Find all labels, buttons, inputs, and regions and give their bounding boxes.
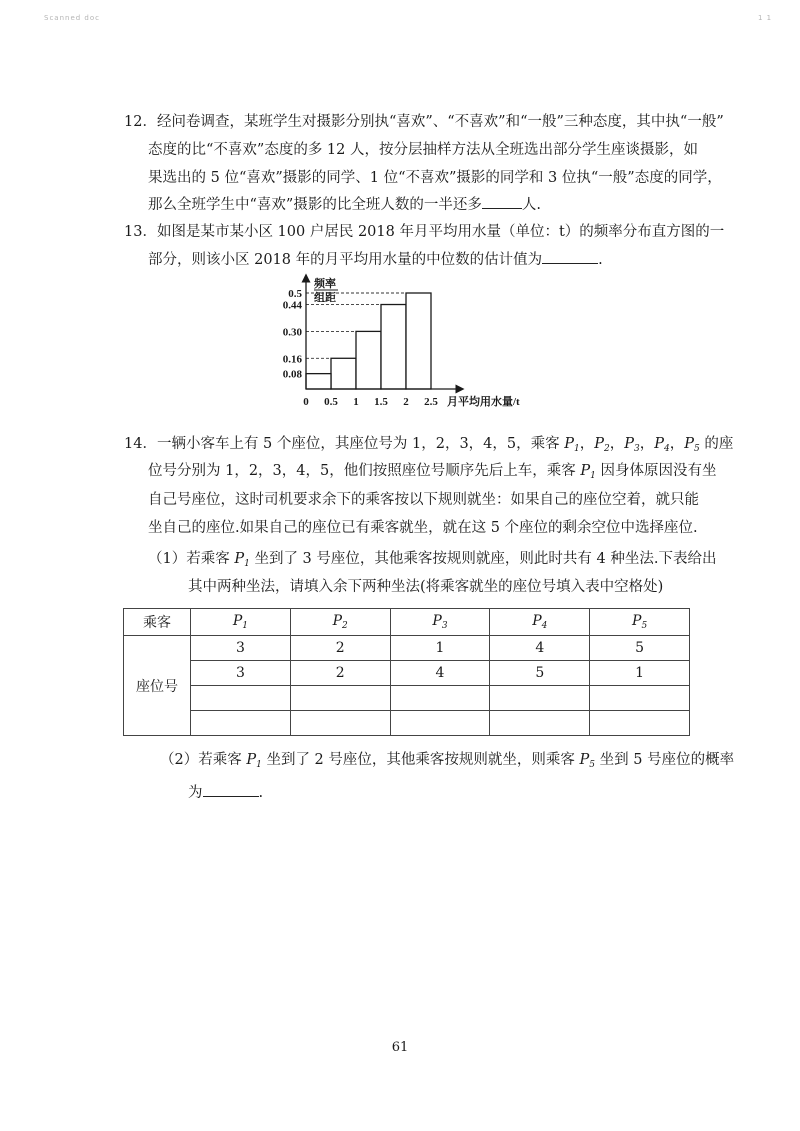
answer-cell[interactable] <box>191 686 291 711</box>
passenger-symbol-p1: $P_1$ <box>246 752 262 770</box>
passenger-symbol-p5: $P_5$ <box>579 752 596 770</box>
answer-cell[interactable] <box>191 711 291 736</box>
table-row <box>124 711 690 736</box>
passenger-symbol-p3: $P_3$ <box>624 436 640 454</box>
q14-part-2-line-1: （2）若乘客 $P_1$ 坐到了 2 号座位，其他乘客按规则就坐，则乘客 $P_5$ 坐到 5 号座位的概率 <box>160 752 735 770</box>
histogram-bar <box>331 358 356 389</box>
q13-line-1: 13．如图是某市某小区 100 户居民 2018 年月平均用水量（单位：t）的频率分布直方图的一 <box>124 224 725 240</box>
answer-cell[interactable] <box>590 711 690 736</box>
passenger-symbol-p2: $P_2$ <box>594 436 610 454</box>
q12-line-4-text: 那么全班学生中“喜欢”摄影的比全班人数的一半还多 <box>148 197 482 213</box>
q12-line-2: 态度的比“不喜欢”态度的多 12 人，按分层抽样方法从全班选出部分学生座谈摄影，如 <box>148 142 698 158</box>
q12-line-3: 果选出的 5 位“喜欢”摄影的同学、1 位“不喜欢”摄影的同学和 3 位执“一般”态度的同学， <box>148 170 722 186</box>
y-tick-label: 0.5 <box>288 288 302 300</box>
table-cell: 1 <box>390 636 490 661</box>
page-number: 61 <box>391 1040 409 1055</box>
answer-cell[interactable] <box>390 686 490 711</box>
table-cell: 3 <box>191 636 291 661</box>
answer-blank-q12[interactable] <box>482 194 522 209</box>
table-cell: 4 <box>390 661 490 686</box>
histogram-bar <box>406 293 431 389</box>
passenger-symbol-p1: $P_1$ <box>234 551 250 569</box>
frequency-histogram <box>272 272 552 420</box>
q14-line-1: 14．一辆小客车上有 5 个座位，其座位号为 1，2，3，4，5，乘客 $P_1$，$P_2$，$P_3$，$P_4$，$P_5$ 的座 <box>124 436 734 454</box>
passenger-symbol-p4: $P_4$ <box>654 436 670 454</box>
q14-line-1-text: 14．一辆小客车上有 5 个座位，其座位号为 1，2，3，4，5，乘客 <box>124 436 565 452</box>
q13-line-2-text: 部分，则该小区 2018 年的月平均用水量的中位数的估计值为 <box>148 252 543 268</box>
x-axis-label: 月平均用水量/t <box>447 396 520 408</box>
histogram-bar <box>356 331 381 389</box>
q14-part-2-line-2: 为 . <box>188 782 263 803</box>
seat-table-header-p5: $P_5$ <box>590 609 690 636</box>
q14-part-1-line-2: 其中两种坐法，请填入余下两种坐法(将乘客就坐的座位号填入表中空格处) <box>188 579 664 595</box>
seat-table-header-p2: $P_2$ <box>290 609 390 636</box>
table-cell: 5 <box>490 661 590 686</box>
y-axis-label-top: 频率 <box>314 278 336 290</box>
answer-cell[interactable] <box>590 686 690 711</box>
seat-table-header-p1: $P_1$ <box>191 609 291 636</box>
answer-cell[interactable] <box>490 686 590 711</box>
q12-line-1: 12．经问卷调查，某班学生对摄影分别执“喜欢”、“不喜欢”和“一般”三种态度，其中执“一般” <box>124 114 724 130</box>
seat-table-row-label: 座位号 <box>124 636 191 736</box>
q14-part-1-line-1: （1）若乘客 $P_1$ 坐到了 3 号座位，其他乘客按规则就座，则此时共有 4 种坐法.下表给出 <box>148 551 717 569</box>
x-tick-label: 1 <box>353 396 359 408</box>
q13-line-2 <box>148 249 603 270</box>
table-cell: 4 <box>490 636 590 661</box>
answer-cell[interactable] <box>490 711 590 736</box>
table-cell: 2 <box>290 661 390 686</box>
x-tick-label: 0.5 <box>324 396 338 408</box>
x-tick-label: 2.5 <box>424 396 438 408</box>
q14-line-2-text: 位号分别为 1，2，3，4，5，他们按照座位号顺序先后上车，乘客 <box>148 463 581 479</box>
table-row <box>124 636 690 661</box>
passenger-symbol-p1: $P_1$ <box>580 463 596 481</box>
table-cell: 5 <box>590 636 690 661</box>
q14-line-2 <box>148 461 716 486</box>
x-tick-label: 2 <box>403 396 409 408</box>
q13-suffix: . <box>598 252 603 268</box>
seat-table-header-label: 乘客 <box>124 609 191 636</box>
table-row <box>124 686 690 711</box>
table-cell: 1 <box>590 661 690 686</box>
q12-line-4 <box>148 194 541 215</box>
passenger-symbol-p1: $P_1$ <box>564 436 580 454</box>
answer-cell[interactable] <box>290 686 390 711</box>
y-tick-label: 0.30 <box>282 326 302 339</box>
q14-line-1-tail: 的座 <box>699 436 734 452</box>
q14-line-3: 自己号座位，这时司机要求余下的乘客按以下规则就坐：如果自己的座位空着，就只能 <box>148 492 699 508</box>
answer-blank-q14-part-2[interactable] <box>203 782 259 797</box>
passenger-symbol-p5: $P_5$ <box>684 436 700 454</box>
seat-table-header-p4: $P_4$ <box>490 609 590 636</box>
answer-cell[interactable] <box>290 711 390 736</box>
seat-table-header-row <box>124 609 690 636</box>
seat-table <box>123 608 690 736</box>
table-cell: 2 <box>290 636 390 661</box>
y-tick-label: 0.44 <box>282 299 302 312</box>
answer-blank-q13[interactable] <box>542 249 598 264</box>
scan-mark-right: 1 1 <box>758 14 773 22</box>
seat-table-header-p3: $P_3$ <box>390 609 490 636</box>
q14-line-4: 坐自己的座位.如果自己的座位已有乘客就坐，就在这 5 个座位的剩余空位中选择座位. <box>148 520 698 536</box>
x-tick-label: 1.5 <box>374 396 388 408</box>
table-row <box>124 661 690 686</box>
table-cell: 3 <box>191 661 291 686</box>
histogram-bar <box>381 305 406 389</box>
q14-line-2-tail: 因身体原因没有坐 <box>595 463 717 479</box>
y-axis-label-bottom: 组距 <box>314 292 336 304</box>
y-tick-label: 0.16 <box>282 353 302 366</box>
y-tick-label: 0.08 <box>282 368 302 381</box>
scan-mark-left: Scanned doc <box>44 14 101 22</box>
x-tick-label: 0 <box>303 396 309 408</box>
answer-cell[interactable] <box>390 711 490 736</box>
q12-suffix: 人. <box>521 197 541 213</box>
histogram-bar <box>306 374 331 389</box>
